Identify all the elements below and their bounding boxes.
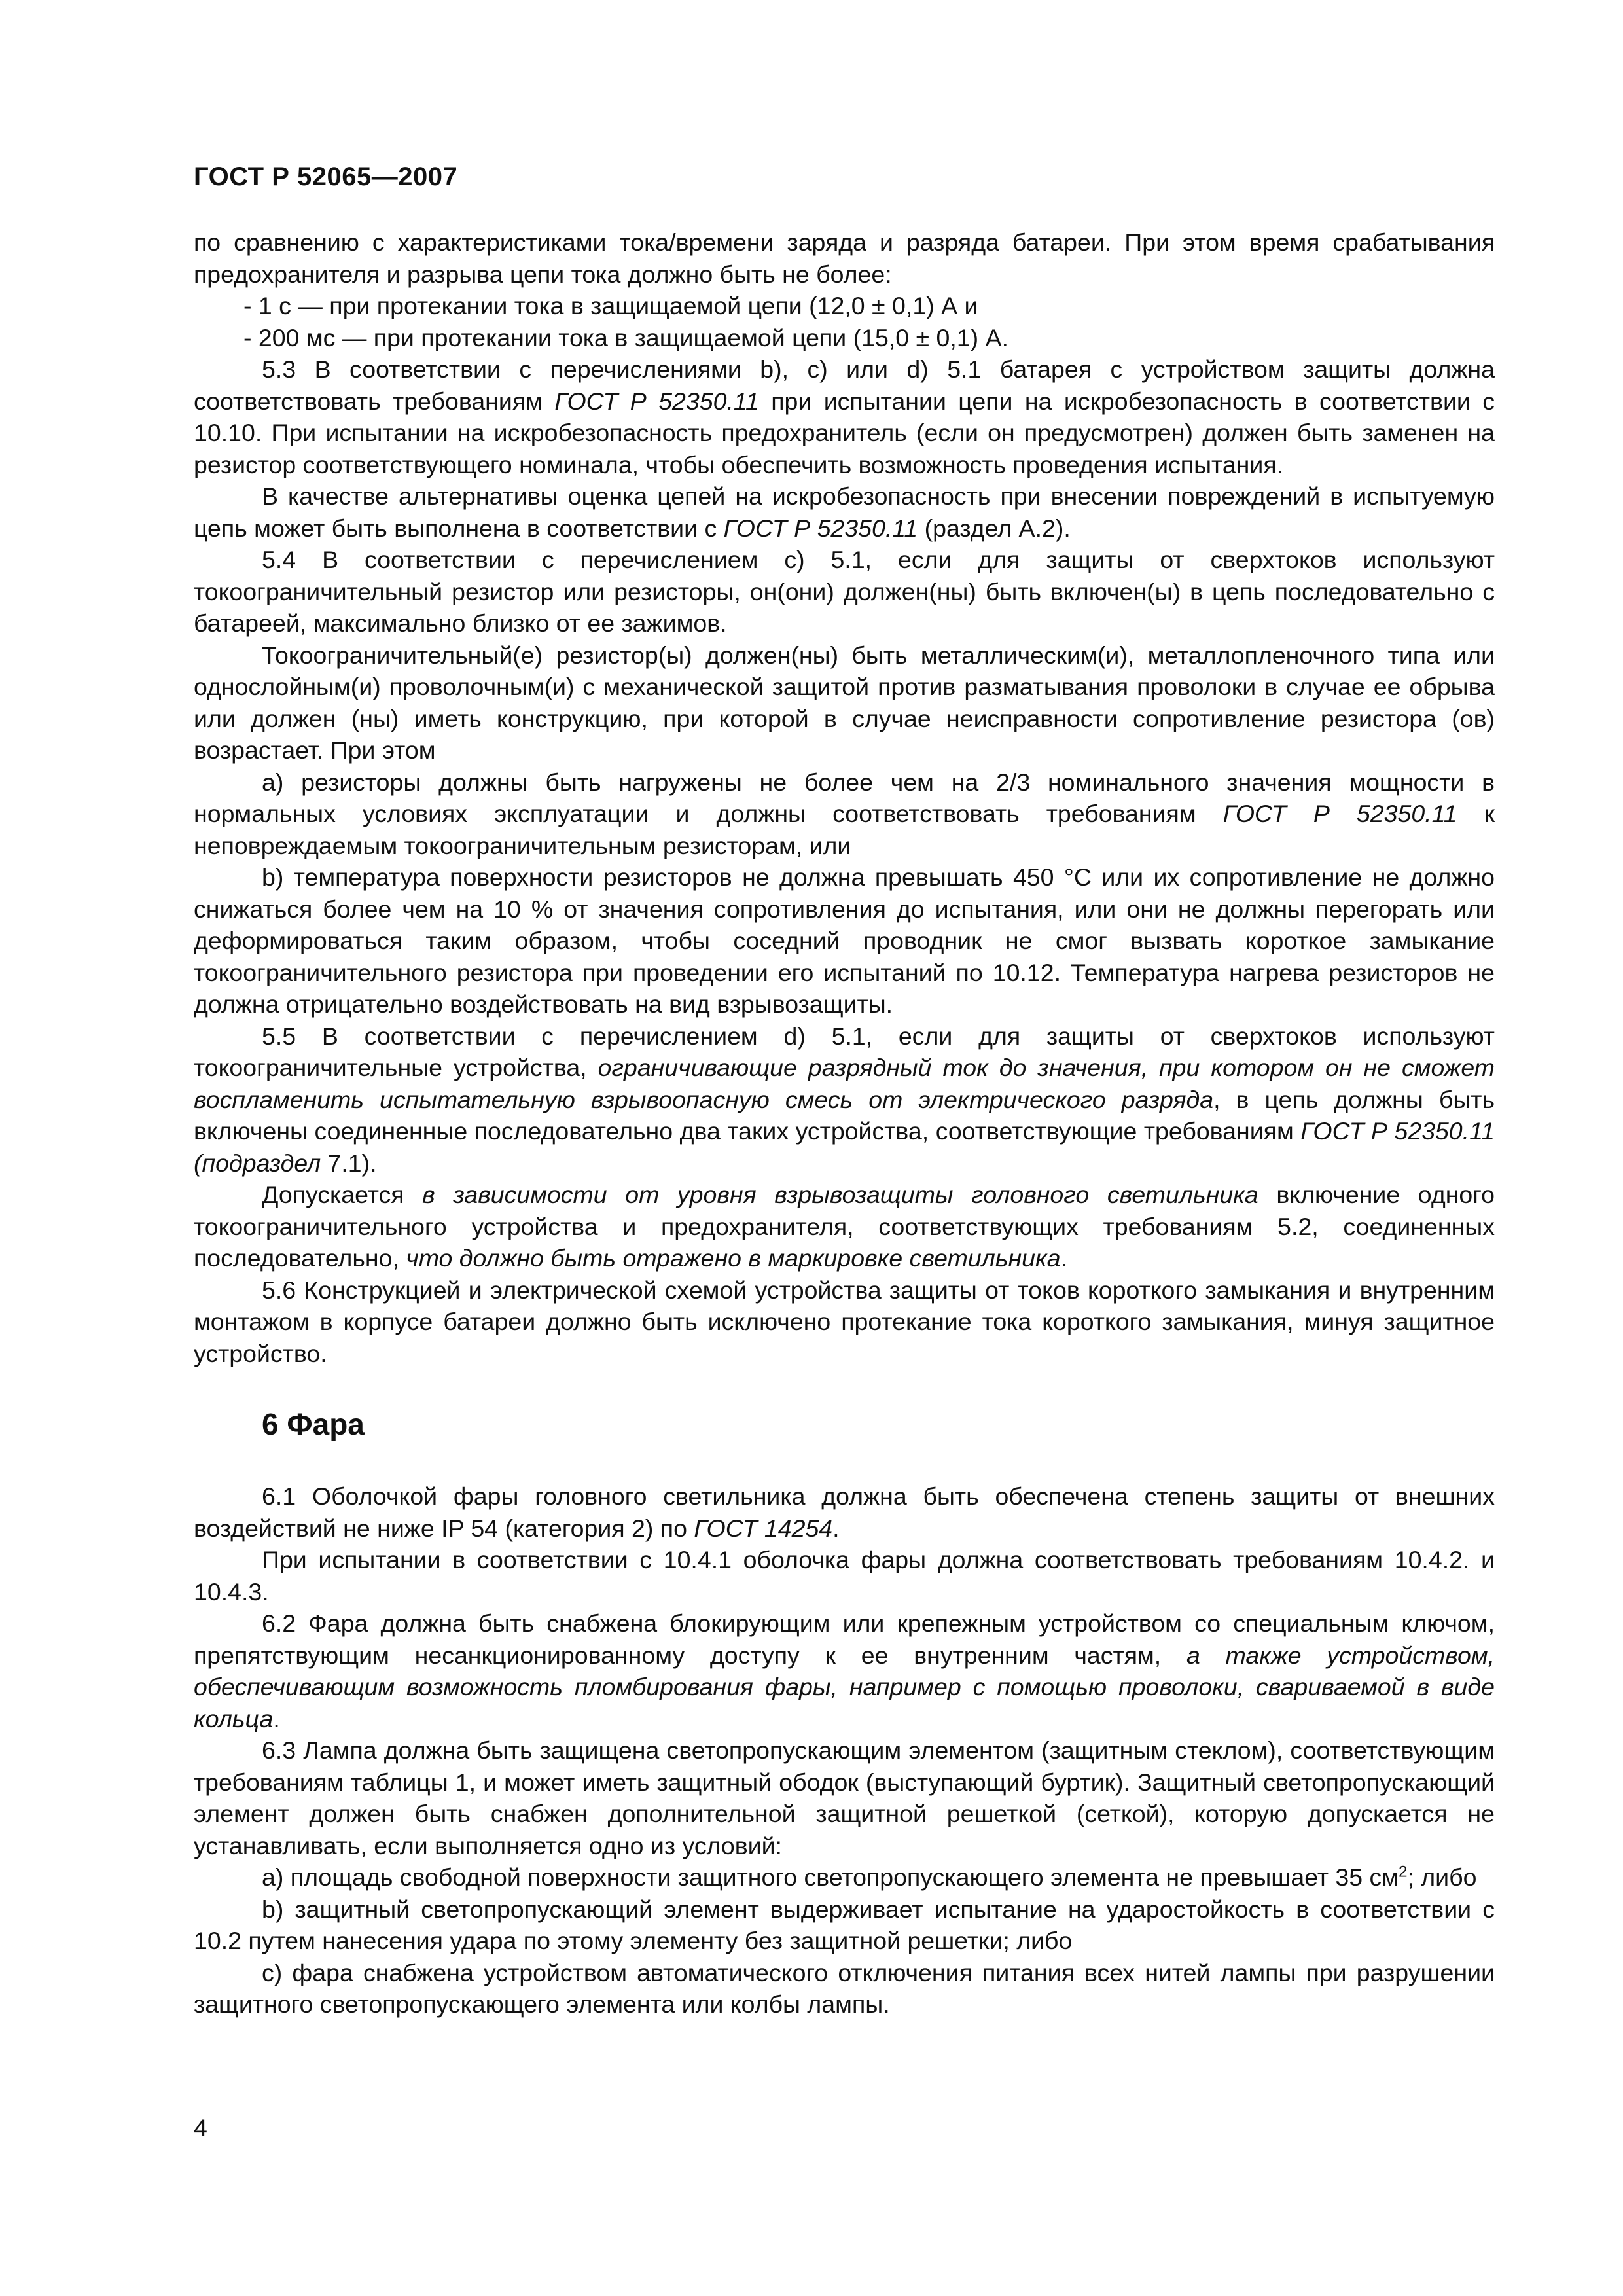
clause-5-4-resistors: Токоограничительный(е) резистор(ы) должен(ны) быть металлическим(и), металлопленочного типа или однослойным(и) проволочным(и) с механической защитой против разматывания проволоки в случае ее обрыва или должен (ны) иметь конструкцию, при которой в случае неисправности сопротивление резистора (ов) возрастает. При этом [194, 641, 1495, 764]
clause-6-3-item-b: b) защитный светопропускающий элемент выдерживает испытание на ударостойкость в соответствии с 10.2 путем нанесения удара по этому элементу без защитной решетки; либо [194, 1895, 1495, 1954]
clause-6-3-item-a: а) площадь свободной поверхности защитного светопропускающего элемента не превышает 35 $см^2$; либо [262, 1863, 1477, 1891]
clause-5-4: 5.4 В соответствии с перечислением с) 5.1, если для защиты от сверхтоков используют токоограничительный резистор или резисторы, он(они) должен(ны) быть включен(ы) в цепь последовательно с батареей, максимально близко от ее зажимов. [194, 546, 1495, 637]
clause-6-2: 6.2 Фара должна быть снабжена блокирующим или крепежным устройством со специальным ключом, препятствующим несанкционированному доступу к ее внутренним частям, а также устройством, обеспечивающим возможность пломбирования фары, например с помощью проволоки, свариваемой в виде кольца. [194, 1609, 1495, 1732]
clause-6-3-item-c: с) фара снабжена устройством автоматического отключения питания всех нитей лампы при разрушении защитного светопропускающего элемента или колбы лампы. [194, 1958, 1495, 2018]
dash-item-1: - 1 с — при протекании тока в защищаемой цепи (12,0 ± 0,1) А и [243, 292, 978, 319]
clause-5-4-item-b: b) температура поверхности резисторов не должна превышать 450 °С или их сопротивление не должно снижаться более чем на 10 % от значения сопротивления до испытания, или они не должны перегорать или деформироваться таким образом, чтобы соседний проводник не смог вызвать короткое замыкание токоограничительного резистора при проведении его испытаний по 10.12. Температура нагрева резисторов не должна отрицательно воздействовать на вид взрывозащиты. [194, 863, 1495, 1018]
clause-6-1: 6.1 Оболочкой фары головного светильника должна быть обеспечена степень защиты от внешних воздействий не ниже IP 54 (категория 2) по ГОСТ 14254. [194, 1482, 1495, 1542]
clause-5-5-allowance: Допускается в зависимости от уровня взрывозащиты головного светильника включение одного токоограничительного устройства и предохранителя, соответствующих требованиям 5.2, соединенных последовательно, что должно быть отражено в маркировке светильника. [194, 1181, 1495, 1272]
clause-5-4-item-a: а) резисторы должны быть нагружены не более чем на 2/3 номинального значения мощности в нормальных условиях эксплуатации и должны соответствовать требованиям ГОСТ Р 52350.11 к неповреждаемым токоограничительным резисторам, или [194, 768, 1495, 859]
dash-item-2: - 200 мс — при протекании тока в защищаемой цепи (15,0 ± 0,1) А. [243, 323, 1009, 351]
document-body [194, 226, 1495, 2020]
clause-5-3: 5.3 В соответствии с перечислениями b), с) или d) 5.1 батарея с устройством защиты должна соответствовать требованиям ГОСТ Р 52350.11 при испытании цепи на искробезопасность в соответствии с 10.10. При испытании на искробезопасность предохранитель (если он предусмотрен) должен быть заменен на резистор соответствующего номинала, чтобы обеспечить возможность проведения испытания. [194, 355, 1495, 478]
paragraph-continuation: по сравнению с характеристиками тока/времени заряда и разряда батареи. При этом время срабатывания предохранителя и разрыва цепи тока должно быть не более: [194, 228, 1495, 288]
document-header: ГОСТ Р 52065—2007 [194, 162, 458, 191]
clause-5-6: 5.6 Конструкцией и электрической схемой устройства защиты от токов короткого замыкания и внутренним монтажом в корпусе батареи должно быть исключено протекание тока короткого замыкания, минуя защитное устройство. [194, 1276, 1495, 1367]
clause-5-5: 5.5 В соответствии с перечислением d) 5.1, если для защиты от сверхтоков используют токоограничительные устройства, ограничивающие разрядный ток до значения, при котором он не сможет воспламенить испытательную взрывоопасную смесь от электрического разряда, в цепь должны быть включены соединенные последовательно два таких устройства, соответствующие требованиям ГОСТ Р 52350.11 (подраздел 7.1). [194, 1022, 1495, 1177]
page-number: 4 [194, 2114, 207, 2142]
clause-6-3: 6.3 Лампа должна быть защищена светопропускающим элементом (защитным стеклом), соответствующим требованиям таблицы 1, и может иметь защитный ободок (выступающий буртик). Защитный светопропускающий элемент должен быть снабжен дополнительной защитной решеткой (сеткой), которую допускается не устанавливать, если выполняется одно из условий: [194, 1736, 1495, 1859]
clause-6-1-test: При испытании в соответствии с 10.4.1 оболочка фары должна соответствовать требованиям 10.4.2. и 10.4.3. [194, 1546, 1495, 1605]
section-heading-6: 6 Фара [262, 1407, 365, 1441]
clause-5-3-alt: В качестве альтернативы оценка цепей на искробезопасность при внесении повреждений в испытуемую цепь может быть выполнена в соответствии с ГОСТ Р 52350.11 (раздел А.2). [194, 482, 1495, 542]
